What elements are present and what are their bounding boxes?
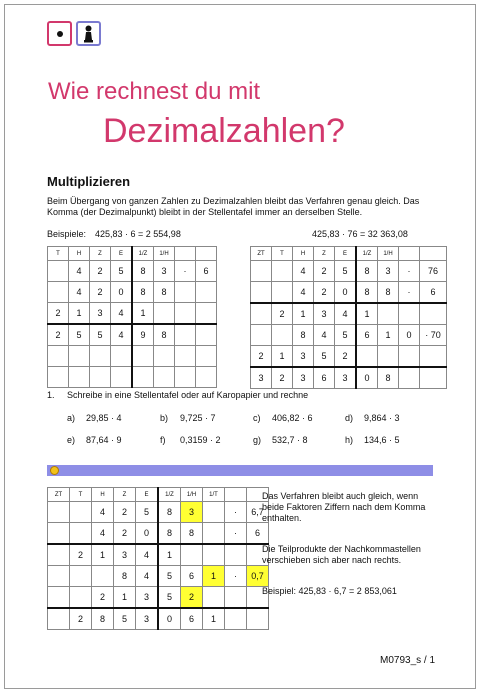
side-note-1: Das Verfahren bleibt auch gleich, wenn beide Faktoren Ziffern nach dem Komma enthalten. — [262, 491, 426, 523]
table-cell — [111, 367, 133, 388]
table-cell — [203, 502, 225, 523]
table-cell: 6 — [247, 523, 269, 545]
table-cell: 3 — [114, 544, 136, 566]
table-cell: 1 — [203, 566, 225, 587]
table-header-cell: ZT — [48, 488, 70, 502]
table-header-cell: T — [48, 247, 69, 261]
table-header-row — [251, 247, 447, 261]
exercise-item-label: c) — [253, 413, 261, 423]
table-cell — [420, 367, 447, 389]
table-cell: 8 — [132, 261, 154, 282]
exercise-item-label: d) — [345, 413, 354, 423]
table-cell — [225, 544, 247, 566]
table-row — [48, 303, 217, 325]
table-cell: · — [175, 261, 196, 282]
table-cell: 6 — [181, 566, 203, 587]
table-cell — [399, 367, 420, 389]
table-cell — [154, 367, 175, 388]
table-cell: 1 — [92, 544, 114, 566]
table-header-cell: Z — [90, 247, 111, 261]
exercise-text: Schreibe in eine Stellentafel oder auf Karopapier und rechne — [67, 390, 309, 400]
table-header-row — [48, 247, 217, 261]
table-row — [48, 282, 217, 303]
table-cell: 2 — [90, 261, 111, 282]
table-header-cell: 1/H — [181, 488, 203, 502]
examples-label: Beispiele: — [47, 229, 87, 239]
table-cell: 8 — [158, 523, 181, 545]
table-cell — [70, 502, 92, 523]
table-cell: 2 — [114, 502, 136, 523]
exercise-item-label: g) — [253, 435, 262, 445]
table-cell — [48, 544, 70, 566]
table-cell — [420, 346, 447, 368]
table-header-cell: ZT — [251, 247, 272, 261]
title-line-1: Wie rechnest du mit — [48, 78, 261, 105]
table-cell — [378, 346, 399, 368]
table-row — [48, 324, 217, 346]
table-header-cell: H — [69, 247, 90, 261]
table-cell: 9 — [132, 324, 154, 346]
table-cell: 8 — [378, 282, 399, 304]
exercise-item-value: 9,864 · 3 — [364, 413, 400, 423]
table-cell: 5 — [90, 324, 111, 346]
table-cell — [154, 346, 175, 367]
table-cell: 4 — [314, 325, 335, 346]
table-cell — [48, 608, 70, 630]
table-cell — [196, 367, 217, 388]
table-cell: 5 — [335, 261, 357, 282]
table-cell — [111, 346, 133, 367]
table-cell: 8 — [132, 282, 154, 303]
table-row — [48, 587, 269, 609]
table-cell: · — [225, 502, 247, 523]
side-example: Beispiel: 425,83 · 6,7 = 2 853,061 — [262, 586, 397, 596]
table-header-cell — [225, 488, 247, 502]
table-cell — [48, 346, 69, 367]
table-cell: 0,7 — [247, 566, 269, 587]
table-row — [48, 523, 269, 545]
table-cell: 6 — [196, 261, 217, 282]
table-cell — [196, 303, 217, 325]
table-cell: · — [225, 566, 247, 587]
exercise-item-value: 9,725 · 7 — [180, 413, 216, 423]
table-cell: 3 — [251, 367, 272, 389]
table-cell — [247, 608, 269, 630]
table-cell: 1 — [378, 325, 399, 346]
table-cell: 8 — [114, 566, 136, 587]
table-cell: 5 — [158, 566, 181, 587]
table-cell: 0 — [335, 282, 357, 304]
table-cell — [70, 566, 92, 587]
table-cell: 4 — [92, 502, 114, 523]
table-cell: 8 — [154, 282, 175, 303]
table-cell: 5 — [114, 608, 136, 630]
place-value-table-3 — [47, 487, 269, 630]
table-cell: 4 — [69, 261, 90, 282]
table-cell: 76 — [420, 261, 447, 282]
exercise-item-label: f) — [160, 435, 166, 445]
table-header-cell: 1/Z — [132, 247, 154, 261]
table-header-cell — [399, 247, 420, 261]
table-cell: 3 — [90, 303, 111, 325]
table-cell: 3 — [378, 261, 399, 282]
table-cell: 3 — [335, 367, 357, 389]
pawn-icon — [76, 21, 101, 46]
table-cell — [48, 587, 70, 609]
table-cell: 2 — [70, 544, 92, 566]
table-cell: · — [399, 261, 420, 282]
table-cell: 4 — [92, 523, 114, 545]
table-cell: 2 — [272, 367, 293, 389]
table-cell: 5 — [136, 502, 159, 523]
table-cell — [251, 303, 272, 325]
table-header-cell: 1/T — [203, 488, 225, 502]
table-row — [48, 261, 217, 282]
table-cell: 2 — [90, 282, 111, 303]
table-cell: 8 — [92, 608, 114, 630]
table-header-cell: E — [335, 247, 357, 261]
table-cell — [175, 346, 196, 367]
table-header-cell: H — [92, 488, 114, 502]
exercise-item-label: e) — [67, 435, 76, 445]
table-cell — [272, 261, 293, 282]
table-cell: · — [399, 282, 420, 304]
table-row — [48, 608, 269, 630]
table-cell: 3 — [314, 303, 335, 325]
exercise-item-label: b) — [160, 413, 169, 423]
table-cell — [203, 523, 225, 545]
table-cell — [378, 303, 399, 325]
table-row — [251, 261, 447, 282]
table-header-row — [48, 488, 269, 502]
example-1: 425,83 · 6 = 2 554,98 — [95, 229, 181, 239]
table-header-cell: E — [111, 247, 133, 261]
exercise-item-value: 0,3159 · 2 — [180, 435, 221, 445]
table-header-cell: 1/Z — [158, 488, 181, 502]
table-row — [251, 346, 447, 368]
table-cell: 5 — [69, 324, 90, 346]
exercise-item-value: 406,82 · 6 — [272, 413, 313, 423]
table-cell — [251, 282, 272, 304]
table-cell — [203, 587, 225, 609]
footer-code: M0793_s / 1 — [380, 655, 436, 666]
table-cell: 6 — [420, 282, 447, 304]
table-cell: · — [225, 523, 247, 545]
table-cell — [225, 587, 247, 609]
table-cell — [175, 303, 196, 325]
table-header-cell: T — [272, 247, 293, 261]
table-cell: 4 — [293, 282, 314, 304]
table-cell: 2 — [314, 282, 335, 304]
table-cell: 3 — [293, 367, 314, 389]
table-cell: 2 — [335, 346, 357, 368]
table-cell: 5 — [158, 587, 181, 609]
table-cell: 2 — [48, 303, 69, 325]
table-cell — [69, 367, 90, 388]
table-cell: 4 — [293, 261, 314, 282]
table-cell — [251, 325, 272, 346]
table-cell: 0 — [136, 523, 159, 545]
table-cell: 6 — [181, 608, 203, 630]
section-heading: Multiplizieren — [47, 174, 131, 189]
exercise-item-value: 29,85 · 4 — [86, 413, 122, 423]
intro-text: Beim Übergang von ganzen Zahlen zu Dezimalzahlen bleibt das Verfahren genau gleich. Das Komma (der Dezimalpunkt) bleibt in der Stellentafel immer an derselben Stelle. — [47, 196, 420, 217]
table-header-cell — [196, 247, 217, 261]
table-cell: 8 — [356, 282, 378, 304]
table-cell: 5 — [335, 325, 357, 346]
table-cell — [181, 544, 203, 566]
table-cell — [92, 566, 114, 587]
table-row — [48, 566, 269, 587]
table-cell — [196, 324, 217, 346]
table-header-cell: H — [293, 247, 314, 261]
table-cell: 1 — [272, 346, 293, 368]
table-cell: 8 — [293, 325, 314, 346]
table-cell — [272, 325, 293, 346]
table-cell: 2 — [92, 587, 114, 609]
side-note-2: Die Teilprodukte der Nachkommastellen verschieben sich aber nach rechts. — [262, 544, 421, 565]
table-header-cell — [420, 247, 447, 261]
dice-icon — [47, 21, 72, 46]
title-line-2: Dezimalzahlen? — [103, 112, 345, 150]
table-cell — [70, 523, 92, 545]
table-cell: 2 — [70, 608, 92, 630]
exercise-item-value: 134,6 · 5 — [364, 435, 400, 445]
table-cell — [175, 367, 196, 388]
table-cell — [251, 261, 272, 282]
table-cell — [356, 346, 378, 368]
table-cell: 1 — [69, 303, 90, 325]
table-cell: 8 — [356, 261, 378, 282]
table-cell: 8 — [154, 324, 175, 346]
table-row — [48, 346, 217, 367]
table-cell: 2 — [314, 261, 335, 282]
table-cell: 1 — [158, 544, 181, 566]
table-cell: 1 — [293, 303, 314, 325]
table-cell: 1 — [356, 303, 378, 325]
table-cell: 3 — [293, 346, 314, 368]
table-cell: 1 — [114, 587, 136, 609]
table-row — [251, 367, 447, 389]
table-cell: 5 — [314, 346, 335, 368]
table-cell: 6 — [356, 325, 378, 346]
table-cell: 1 — [203, 608, 225, 630]
table-cell — [399, 303, 420, 325]
table-cell — [154, 303, 175, 325]
table-cell: 8 — [378, 367, 399, 389]
table-row — [48, 502, 269, 523]
table-cell — [69, 346, 90, 367]
table-cell — [48, 502, 70, 523]
table-cell — [196, 346, 217, 367]
table-cell: 8 — [158, 502, 181, 523]
info-icon — [50, 466, 59, 475]
place-value-table-2 — [250, 246, 447, 389]
table-cell: 2 — [272, 303, 293, 325]
table-cell: 0 — [399, 325, 420, 346]
table-cell: 4 — [111, 324, 133, 346]
exercise-item-value: 87,64 · 9 — [86, 435, 122, 445]
table-header-cell: 1/Z — [356, 247, 378, 261]
table-cell — [420, 303, 447, 325]
table-cell — [90, 346, 111, 367]
table-row — [48, 367, 217, 388]
table-cell: 0 — [356, 367, 378, 389]
exercise-item-label: a) — [67, 413, 76, 423]
table-cell — [175, 324, 196, 346]
table-cell: 6 — [314, 367, 335, 389]
table-row — [251, 325, 447, 346]
table-cell: 3 — [136, 587, 159, 609]
table-cell — [48, 282, 69, 303]
table-cell: 8 — [181, 523, 203, 545]
table-cell: 3 — [136, 608, 159, 630]
table-cell — [196, 282, 217, 303]
table-cell — [48, 566, 70, 587]
table-row — [48, 544, 269, 566]
table-cell: 2 — [181, 587, 203, 609]
table-cell: 6,7 — [247, 502, 269, 523]
table-cell: · 70 — [420, 325, 447, 346]
table-header-cell: 1/H — [378, 247, 399, 261]
table-cell — [90, 367, 111, 388]
section-divider-bar — [47, 465, 433, 476]
table-cell — [132, 346, 154, 367]
table-cell: 2 — [48, 324, 69, 346]
table-cell: 2 — [114, 523, 136, 545]
table-cell — [48, 523, 70, 545]
table-cell — [70, 587, 92, 609]
example-2: 425,83 · 76 = 32 363,08 — [312, 229, 408, 239]
table-header-cell: Z — [114, 488, 136, 502]
table-cell: 5 — [111, 261, 133, 282]
table-cell — [48, 367, 69, 388]
table-cell: 4 — [111, 303, 133, 325]
table-cell: 3 — [181, 502, 203, 523]
table-header-cell: 1/H — [154, 247, 175, 261]
table-cell — [132, 367, 154, 388]
table-cell — [272, 282, 293, 304]
place-value-table-1 — [47, 246, 217, 388]
table-header-cell — [175, 247, 196, 261]
table-cell: 0 — [111, 282, 133, 303]
table-cell — [203, 544, 225, 566]
exercise-number: 1. — [47, 390, 55, 400]
table-row — [251, 303, 447, 325]
table-cell — [48, 261, 69, 282]
table-header-cell: Z — [314, 247, 335, 261]
table-cell — [399, 346, 420, 368]
table-cell: 1 — [132, 303, 154, 325]
exercise-item-value: 532,7 · 8 — [272, 435, 308, 445]
exercise-item-label: h) — [345, 435, 354, 445]
table-cell: 4 — [335, 303, 357, 325]
table-cell — [175, 282, 196, 303]
table-header-cell: E — [136, 488, 159, 502]
table-cell: 2 — [251, 346, 272, 368]
table-cell: 4 — [69, 282, 90, 303]
table-cell: 4 — [136, 566, 159, 587]
table-cell: 4 — [136, 544, 159, 566]
table-cell — [225, 608, 247, 630]
table-row — [251, 282, 447, 304]
table-cell: 3 — [154, 261, 175, 282]
table-cell: 0 — [158, 608, 181, 630]
table-header-cell: T — [70, 488, 92, 502]
